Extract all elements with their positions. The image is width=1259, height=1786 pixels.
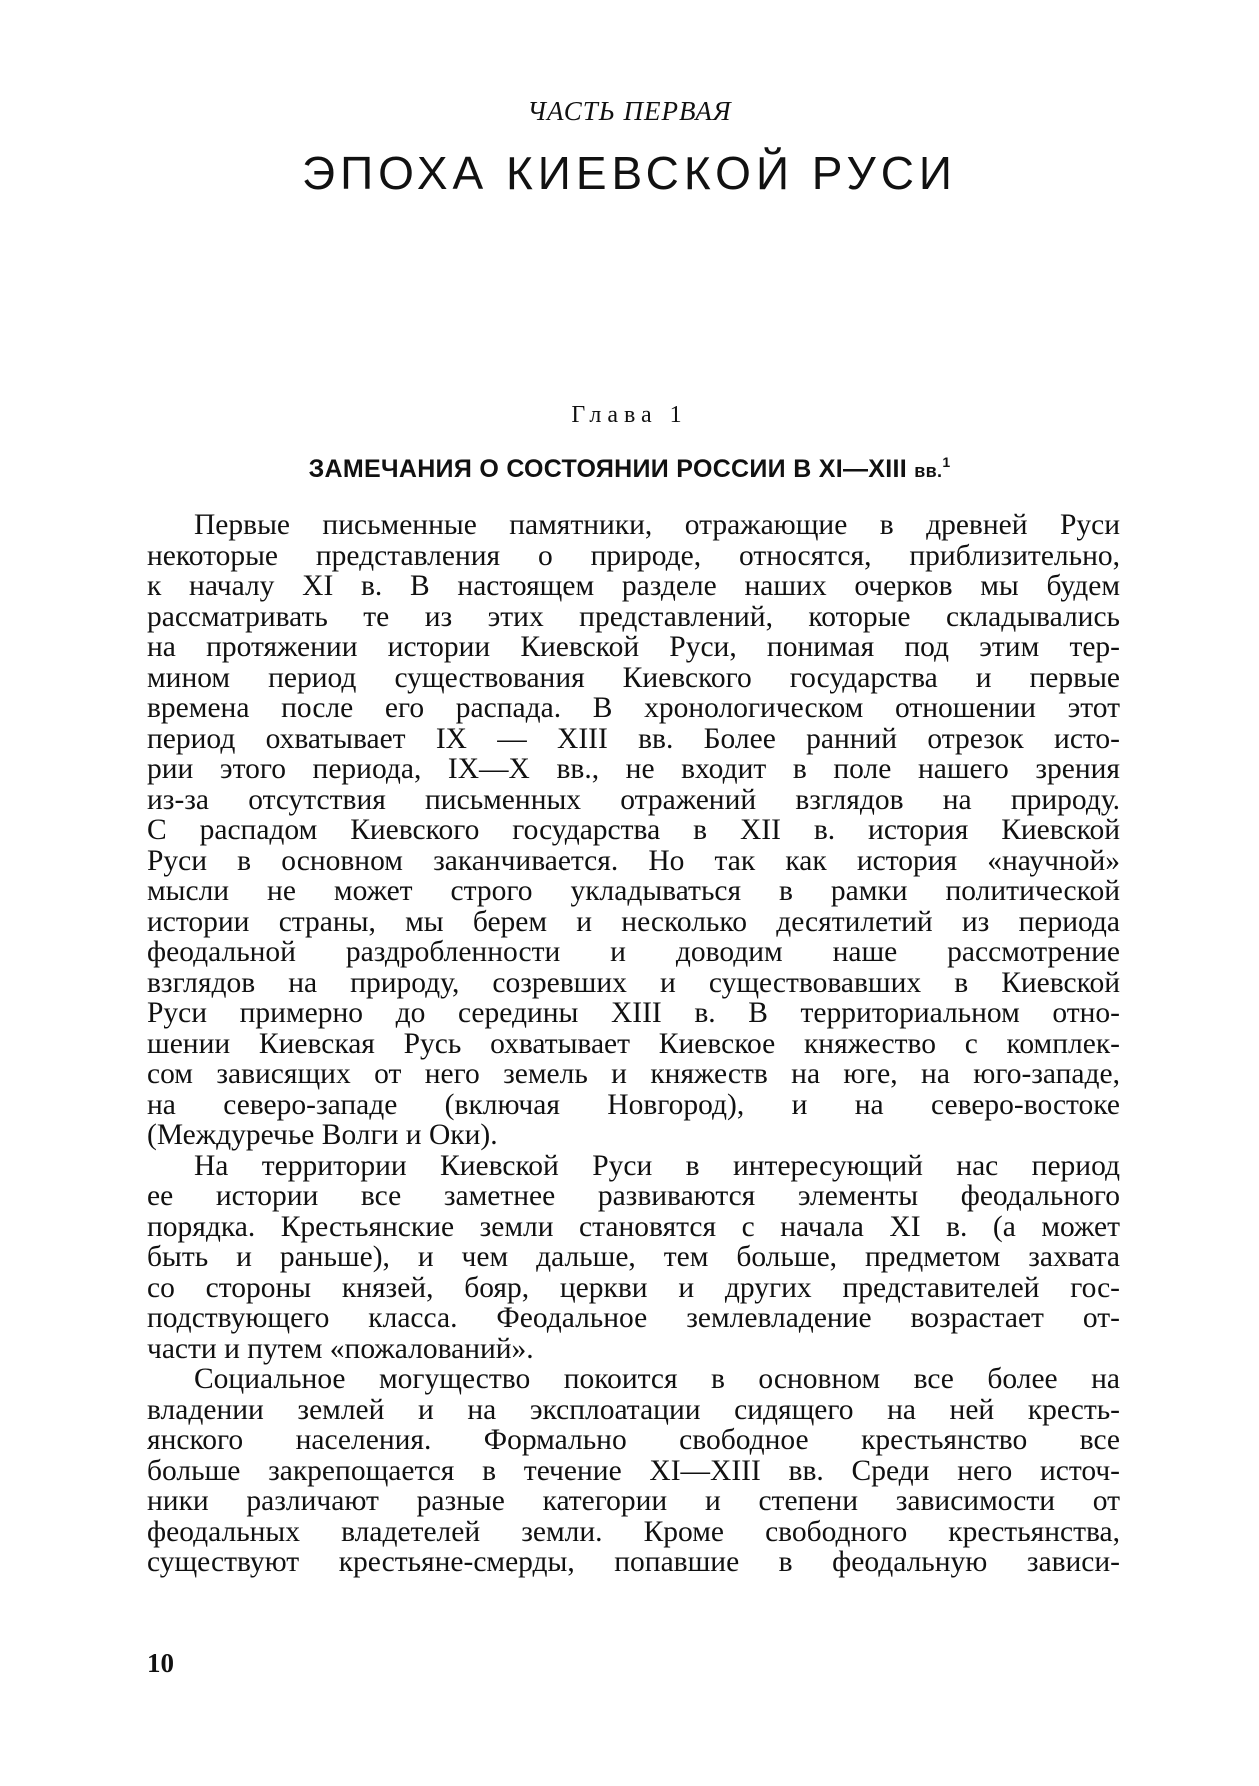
text-line: сом зависящих от него земель и княжеств на юге, на юго-западе, xyxy=(147,1058,1120,1090)
part-label: ЧАСТЬ ПЕРВАЯ xyxy=(527,96,732,126)
text-line: владении землей и на эксплоатации сидящего на ней кресть- xyxy=(147,1393,1120,1426)
paragraph xyxy=(147,1364,1120,1578)
text-line: истории страны, мы берем и несколько десятилетий из периода xyxy=(147,905,1120,938)
text-line: взглядов на природу, созревших и существовавших в Киевской xyxy=(147,966,1120,999)
paragraph xyxy=(147,1151,1120,1365)
text-line: На территории Киевской Руси в интересующий нас период xyxy=(194,1149,1120,1182)
text-line: порядка. Крестьянские земли становятся с начала XI в. (а может xyxy=(147,1210,1120,1243)
text-line: Руси в основном заканчивается. Но так как история «научной» xyxy=(147,844,1120,877)
page-number: 10 xyxy=(147,1648,174,1678)
text-line: С распадом Киевского государства в XII в. история Киевской xyxy=(147,814,1120,846)
text-line: подствующего класса. Феодальное землевладение возрастает от- xyxy=(147,1302,1120,1334)
text-line: части и путем «пожалований». xyxy=(147,1332,534,1365)
text-line: со стороны князей, бояр, церкви и других представителей гос- xyxy=(147,1271,1120,1304)
text-line: янского населения. Формально свободное крестьянство все xyxy=(147,1424,1120,1456)
text-line: период охватывает IX — XIII вв. Более ранний отрезок исто- xyxy=(147,722,1120,755)
text-line: ее истории все заметнее развиваются элементы феодального xyxy=(147,1180,1120,1212)
text-line: рии этого периода, IX—X вв., не входит в поле нашего зрения xyxy=(147,753,1120,785)
chapter-label: Глава 1 xyxy=(571,402,688,428)
text-line: некоторые представления о природе, относятся, приблизительно, xyxy=(147,539,1120,572)
text-line: быть и раньше), и чем дальше, тем больше, предметом захвата xyxy=(147,1241,1120,1273)
text-line: (Междуречье Волги и Оки). xyxy=(147,1119,498,1151)
text-line: мином период существования Киевского государства и первые xyxy=(147,661,1120,694)
text-line: к началу XI в. В настоящем разделе наших очерков мы будем xyxy=(147,570,1120,602)
text-line: Социальное могущество покоится в основном все более на xyxy=(194,1363,1120,1395)
text-line: на протяжении истории Киевской Руси, понимая под этим тер- xyxy=(147,631,1120,663)
text-line: из-за отсутствия письменных отражений взглядов на природу. xyxy=(147,783,1120,816)
text-line: на северо-западе (включая Новгород), и на северо-востоке xyxy=(147,1088,1120,1121)
text-line: феодальных владетелей земли. Кроме свободного крестьянства, xyxy=(147,1515,1120,1548)
text-line: больше закрепощается в течение XI—XIII вв. Среди него источ- xyxy=(147,1454,1120,1487)
text-line: Руси примерно до середины XIII в. В территориальном отно- xyxy=(147,997,1120,1029)
text-line: Первые письменные памятники, отражающие в древней Руси xyxy=(194,509,1120,541)
text-line: времена после его распада. В хронологическом отношении этот xyxy=(147,692,1120,724)
footnote-mark: 1 xyxy=(942,454,951,470)
text-line: рассматривать те из этих представлений, которые складывались xyxy=(147,600,1120,633)
text-line: существуют крестьяне-смерды, попавшие в феодальную зависи- xyxy=(147,1546,1120,1578)
text-line: ники различают разные категории и степени зависимости от xyxy=(147,1485,1120,1517)
chapter-title xyxy=(0,454,1259,484)
paragraph xyxy=(147,510,1120,1151)
part-title: ЭПОХА КИЕВСКОЙ РУСИ xyxy=(302,147,957,199)
chapter-title-suffix: вв. xyxy=(914,461,943,481)
chapter-title-main: ЗАМЕЧАНИЯ О СОСТОЯНИИ РОССИИ В XI—XIII xyxy=(308,455,908,483)
text-line: мысли не может строго укладываться в рамки политической xyxy=(147,875,1120,907)
text-line: феодальной раздробленности и доводим наше рассмотрение xyxy=(147,936,1120,968)
body-text xyxy=(147,510,1120,1578)
text-line: шении Киевская Русь охватывает Киевское княжество с комплек- xyxy=(147,1027,1120,1060)
